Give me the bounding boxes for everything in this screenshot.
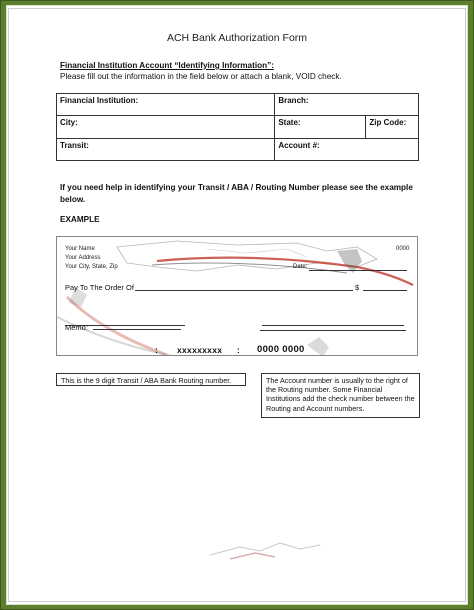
amount-line[interactable] <box>363 282 407 291</box>
account-number: 0000 0000 <box>257 344 305 355</box>
routing-help-text: If you need help in identifying your Transit / ABA / Routing Number please see the example below. <box>60 183 413 204</box>
transit-field[interactable] <box>57 138 275 160</box>
account-note-box: The Account number is usually to the right of the Routing number. Some Financial Institutions add the check number between the Routing and Account numbers. <box>261 373 420 418</box>
state-field[interactable] <box>275 116 366 138</box>
dollar-sign: $ <box>355 283 360 292</box>
signature-line[interactable] <box>260 322 406 331</box>
city-field[interactable] <box>57 116 275 138</box>
zip-field[interactable] <box>366 116 419 138</box>
pay-to-label: Pay To The Order Of <box>65 283 134 292</box>
decorative-map-fragment <box>200 525 340 565</box>
memo-label: Memo: <box>65 323 88 332</box>
routing-note-box: This is the 9 digit Transit / ABA Bank Routing number. <box>56 373 246 386</box>
example-check <box>56 236 418 356</box>
check-name: Your Name <box>65 246 95 252</box>
check-number: 0000 <box>396 246 410 252</box>
check-address: Your Address <box>65 255 101 261</box>
state-label: State: <box>278 118 301 128</box>
routing-start-symbol: : <box>155 345 159 355</box>
branch-field[interactable] <box>275 94 419 116</box>
section-instruction: Please fill out the information in the field below or attach a blank, VOID check. <box>60 72 342 81</box>
city-label: City: <box>60 118 78 128</box>
financial-institution-label: Financial Institution: <box>60 96 139 105</box>
example-label: EXAMPLE <box>60 215 100 224</box>
financial-institution-field[interactable] <box>57 94 275 116</box>
institution-info-table <box>56 93 419 161</box>
account-field[interactable] <box>275 138 419 160</box>
routing-end-symbol: : <box>237 345 241 355</box>
section-heading: Financial Institution Account “Identifying Information”: <box>60 61 274 70</box>
account-label: Account #: <box>278 140 320 150</box>
check-city-state-zip: Your City, State, Zip <box>65 264 118 270</box>
date-label: Date: <box>293 264 308 270</box>
branch-label: Branch: <box>278 96 309 105</box>
form-title: ACH Bank Authorization Form <box>166 32 308 44</box>
payee-line[interactable] <box>135 282 353 291</box>
zip-label: Zip Code: <box>369 118 407 128</box>
memo-line[interactable] <box>93 321 181 330</box>
transit-label: Transit: <box>60 140 89 150</box>
date-line[interactable] <box>309 264 407 271</box>
routing-number: xxxxxxxxx <box>177 345 223 355</box>
check-watermark-map <box>57 237 418 356</box>
